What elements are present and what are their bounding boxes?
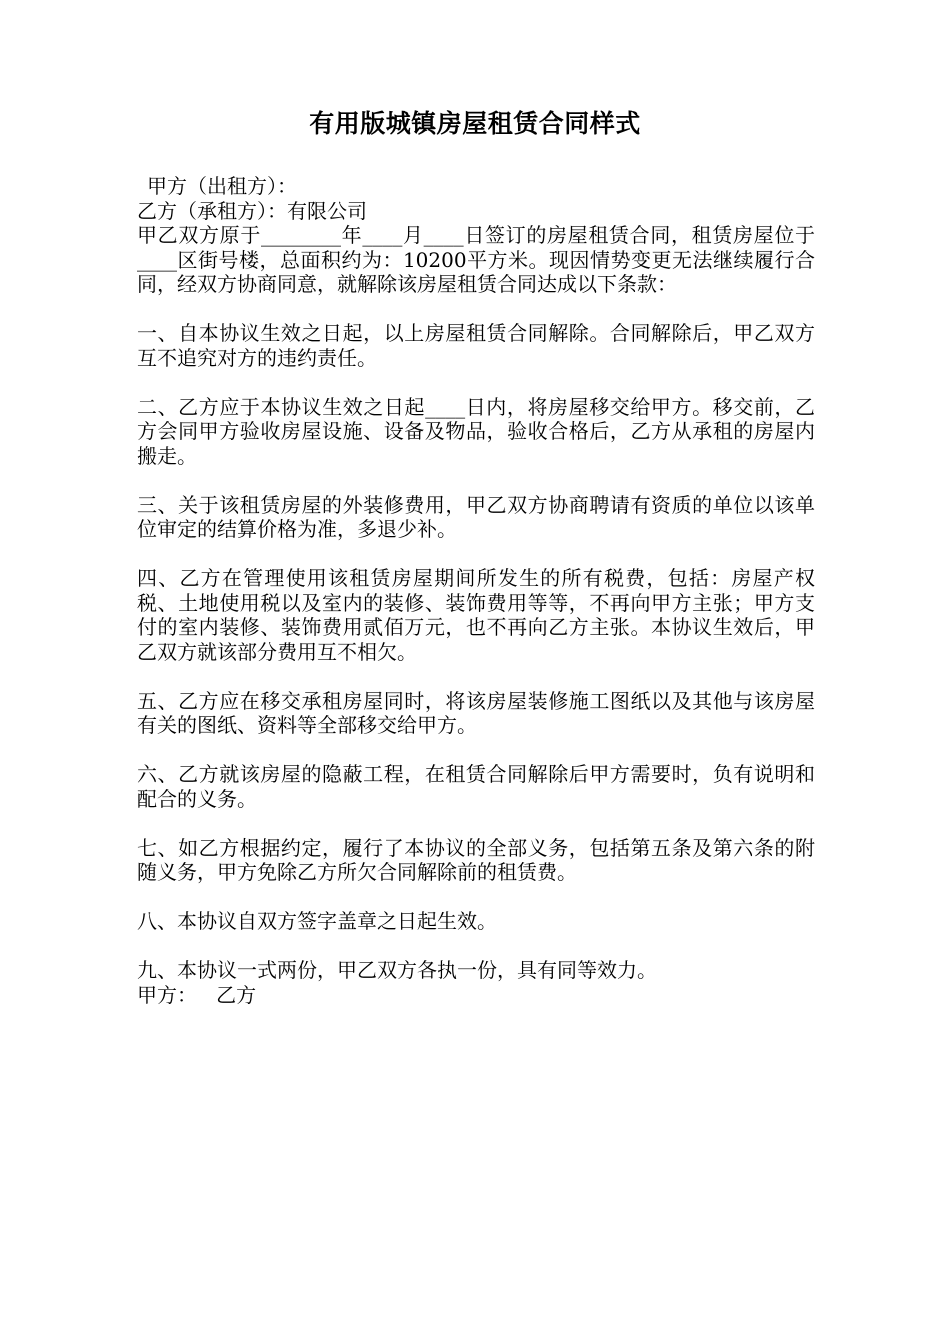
clause-9: 九、本协议一式两份，甲乙双方各执一份，具有同等效力。 [137, 958, 657, 982]
clause-5: 五、乙方应在移交承租房屋同时，将该房屋装修施工图纸以及其他与该房屋有关的图纸、资料等全部移交给甲方。 [137, 688, 815, 737]
clause-4: 四、乙方在管理使用该租赁房屋期间所发生的所有税费，包括：房屋产权税、土地使用税以及室内的装修、装饰费用等等，不再向甲方主张；甲方支付的室内装修、装饰费用贰佰万元，也不再向乙方主张。本协议生效后，甲乙双方就该部分费用互不相欠。 [137, 566, 815, 664]
signature-line: 甲方： 乙方 [137, 982, 257, 1007]
intro-paragraph: 甲乙双方原于________年____月____日签订的房屋租赁合同，租赁房屋位于____区街号楼，总面积约为：10200平方米。现因情势变更无法继续履行合同，经双方协商同意，就解除该房屋租赁合同达成以下条款： [137, 223, 815, 296]
document-title: 有用版城镇房屋租赁合同样式 [309, 109, 641, 138]
clause-6: 六、乙方就该房屋的隐蔽工程，在租赁合同解除后甲方需要时，负有说明和配合的义务。 [137, 762, 815, 811]
clause-2: 二、乙方应于本协议生效之日起____日内，将房屋移交给甲方。移交前，乙方会同甲方验收房屋设施、设备及物品，验收合格后，乙方从承租的房屋内搬走。 [137, 394, 815, 468]
document-body [137, 174, 815, 1007]
party-a-line: 甲方（出租方）： [147, 174, 297, 198]
clause-1: 一、自本协议生效之日起，以上房屋租赁合同解除。合同解除后，甲乙双方互不追究对方的违约责任。 [137, 321, 815, 370]
clause-8: 八、本协议自双方签字盖章之日起生效。 [137, 909, 497, 933]
clause-3: 三、关于该租赁房屋的外装修费用，甲乙双方协商聘请有资质的单位以该单位审定的结算价格为准，多退少补。 [137, 492, 815, 541]
party-b-line: 乙方（承租方）：有限公司 [137, 198, 367, 223]
clause-7: 七、如乙方根据约定，履行了本协议的全部义务，包括第五条及第六条的附随义务，甲方免除乙方所欠合同解除前的租赁费。 [137, 835, 815, 884]
